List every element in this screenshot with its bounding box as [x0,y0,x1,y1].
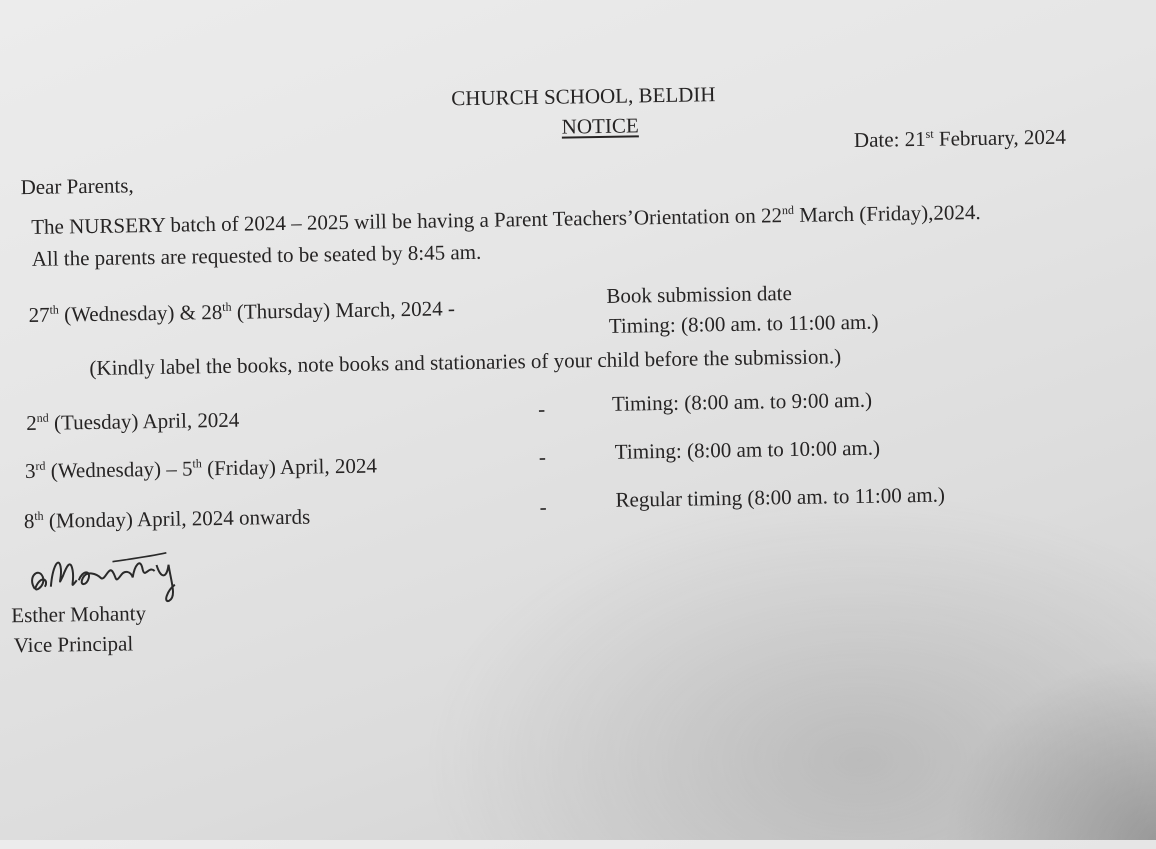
book-submission-dates [28,298,455,326]
book-date-1-rest: (Wednesday) & 28 [58,299,223,327]
schedule-row-1-dash: - [537,396,546,421]
book-date-1-sup: th [49,302,59,317]
book-date-2-sup: th [222,299,232,314]
signature [16,534,207,607]
schedule-row-2-dash: - [538,444,547,469]
schedule-row-1-rest: (Tuesday) April, 2024 [48,407,240,435]
schedule-row-2-sup: rd [35,458,46,473]
schedule-row-3-date [23,504,311,534]
book-submission-label: Book submission date [606,280,793,308]
salutation: Dear Parents, [20,173,134,200]
schedule-row-1-day: 2 [26,410,37,436]
schedule-row-1-date [26,407,240,436]
book-submission-timing: Timing: (8:00 am. to 11:00 am.) [608,309,879,338]
schedule-row-3-sup: th [34,508,44,523]
notice-title: NOTICE [561,113,639,139]
book-date-2-rest: (Thursday) March, 2024 - [231,296,456,324]
notice-date [853,124,1067,152]
intro-line-1-end: March (Friday),2024. [793,200,981,227]
intro-line-1 [31,202,981,238]
book-submission-note: (Kindly label the books, note books and stationaries of your child before the submission.) [89,344,842,381]
schedule-row-2-sup-2: th [192,456,202,471]
schedule-row-3-rest: (Monday) April, 2024 onwards [43,504,311,533]
book-date-1: 27 [28,302,50,327]
date-prefix: Date: 21 [853,126,926,152]
intro-line-1-text: The NURSERY batch of 2024 – 2025 will be having a Parent Teachers’Orientation on 22 [31,203,783,239]
schedule-row-3-timing: Regular timing (8:00 am. to 11:00 am.) [615,482,946,512]
signatory-name: Esther Mohanty [11,601,147,628]
date-sup: st [925,126,934,141]
intro-line-1-sup: nd [781,202,795,218]
schedule-row-3-day: 8 [23,508,35,534]
signatory-title: Vice Principal [13,631,134,658]
schedule-row-2-date [24,453,378,484]
schedule-row-1-sup: nd [36,410,49,425]
date-rest: February, 2024 [933,124,1067,151]
schedule-row-1-timing: Timing: (8:00 am. to 9:00 am.) [611,387,873,416]
schedule-row-3-dash: - [539,494,547,519]
schedule-row-2-rest-2: (Friday) April, 2024 [201,453,378,481]
intro-line-2: All the parents are requested to be seated by 8:45 am. [31,239,482,271]
school-name: CHURCH SCHOOL, BELDIH [451,82,716,111]
schedule-row-2-day: 3 [24,458,36,484]
schedule-row-2-rest: (Wednesday) – 5 [45,456,193,483]
schedule-row-2-timing: Timing: (8:00 am to 10:00 am.) [614,435,881,464]
